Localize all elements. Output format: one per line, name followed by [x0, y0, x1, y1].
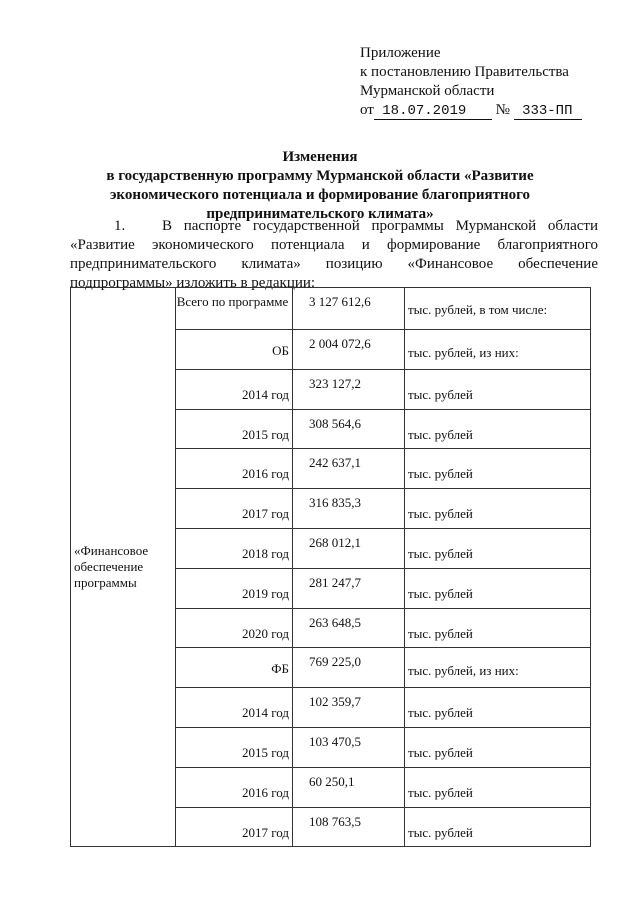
row-label: ФБ [176, 648, 293, 688]
paragraph-number: 1. [114, 218, 126, 234]
number-label: № [495, 102, 510, 118]
row-amount: 242 637,1 [293, 449, 405, 489]
row-amount: 308 564,6 [293, 409, 405, 449]
decree-date: 18.07.2019 [374, 104, 492, 120]
title-line-3: экономического потенциала и формирование благоприятного [109, 187, 531, 203]
row-unit: тыс. рублей [405, 369, 591, 409]
row-label: 2020 год [176, 608, 293, 648]
row-label: 2014 год [176, 369, 293, 409]
row-unit: тыс. рублей [405, 688, 591, 728]
decree-number: 333-ПП [514, 104, 582, 120]
row-unit: тыс. рублей [405, 807, 591, 847]
row-amount: 3 127 612,6 [293, 288, 405, 330]
title-line-2: в государственную программу Мурманской области «Развитие [106, 168, 534, 184]
paragraph-line-2: «Развитие экономического потенциала и формирование благоприятного [70, 237, 598, 253]
row-unit: тыс. рублей [405, 767, 591, 807]
appendix-label: Приложение [360, 45, 441, 61]
row-amount: 316 835,3 [293, 489, 405, 529]
row-unit: тыс. рублей [405, 608, 591, 648]
row-amount: 103 470,5 [293, 727, 405, 767]
row-unit: тыс. рублей, из них: [405, 648, 591, 688]
financing-table-body [71, 288, 591, 847]
document-title [60, 148, 580, 224]
row-label: 2019 год [176, 568, 293, 608]
paragraph-line-4: подпрограммы» изложить в редакции: [70, 275, 316, 291]
row-header-financing: «Финансовое обеспечение программы [71, 288, 176, 847]
title-line-4: предпринимательского климата» [206, 206, 434, 222]
amendment-paragraph [70, 217, 598, 293]
row-amount: 323 127,2 [293, 369, 405, 409]
row-unit: тыс. рублей, из них: [405, 330, 591, 370]
row-label: 2017 год [176, 807, 293, 847]
row-label: 2015 год [176, 727, 293, 767]
paragraph-line-1: 1. В паспорте государственной программы Мурманской области [70, 217, 598, 236]
row-amount: 60 250,1 [293, 767, 405, 807]
title-line-1: Изменения [282, 149, 358, 165]
from-label: от [360, 102, 374, 118]
row-label: 2014 год [176, 688, 293, 728]
appendix-region-line: Мурманской области [360, 83, 495, 99]
row-unit: тыс. рублей [405, 449, 591, 489]
row-label: 2015 год [176, 409, 293, 449]
financing-table [70, 287, 591, 847]
row-unit: тыс. рублей [405, 568, 591, 608]
row-amount: 108 763,5 [293, 807, 405, 847]
paragraph-line-3: предпринимательского климата» позицию «Финансовое обеспечение [70, 256, 598, 272]
row-label: Всего по программе [176, 288, 293, 330]
row-unit: тыс. рублей [405, 409, 591, 449]
row-label: ОБ [176, 330, 293, 370]
row-unit: тыс. рублей [405, 727, 591, 767]
appendix-date-number-line [360, 101, 582, 120]
row-amount: 281 247,7 [293, 568, 405, 608]
row-unit: тыс. рублей [405, 489, 591, 529]
appendix-header [360, 44, 582, 120]
row-label: 2017 год [176, 489, 293, 529]
appendix-decree-line: к постановлению Правительства [360, 64, 569, 80]
row-label: 2016 год [176, 449, 293, 489]
row-amount: 102 359,7 [293, 688, 405, 728]
table-row [71, 288, 591, 330]
row-amount: 268 012,1 [293, 528, 405, 568]
row-unit: тыс. рублей, в том числе: [405, 288, 591, 330]
row-amount: 769 225,0 [293, 648, 405, 688]
row-amount: 2 004 072,6 [293, 330, 405, 370]
row-amount: 263 648,5 [293, 608, 405, 648]
row-label: 2016 год [176, 767, 293, 807]
row-label: 2018 год [176, 528, 293, 568]
row-unit: тыс. рублей [405, 528, 591, 568]
